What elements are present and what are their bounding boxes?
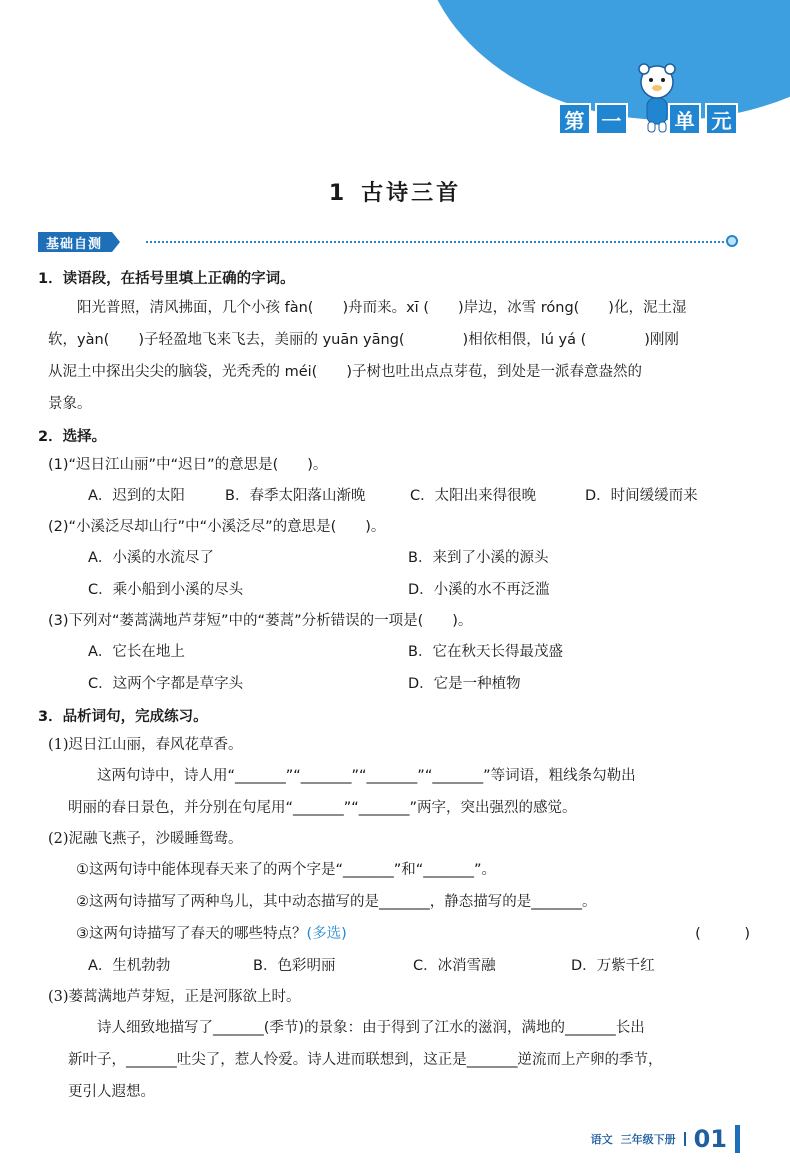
- fill-line: ②这两句诗描写了两种鸟儿，其中动态描写的是_______，静态描写的是_______。: [76, 894, 597, 910]
- question-1-title: 1．读语段，在括号里填上正确的字词。: [38, 271, 295, 287]
- question-2-title: 2．选择。: [38, 429, 107, 445]
- fill-line: [76, 918, 750, 950]
- sub-question: (2)“小溪泛尽却山行”中“小溪泛尽”的意思是( )。: [48, 519, 386, 535]
- option[interactable]: D．它是一种植物: [408, 676, 521, 692]
- options-grid: [88, 542, 750, 606]
- options-grid: [88, 636, 750, 700]
- fill-line: ①这两句诗中能体现春天来了的两个字是“_______”和“_______”。: [76, 862, 497, 878]
- option[interactable]: C．这两个字都是草字头: [88, 676, 244, 692]
- lesson-number: 1: [328, 181, 348, 206]
- option[interactable]: A．生机勃勃: [88, 958, 171, 974]
- question-3-title: 3．品析词句，完成练习。: [38, 709, 208, 725]
- section-end-dot-icon: [726, 235, 738, 247]
- footer-grade: 三年级下册: [620, 1133, 676, 1146]
- option[interactable]: A．它长在地上: [88, 644, 185, 660]
- sub-question: (1)“迟日江山丽”中“迟日”的意思是( )。: [48, 457, 328, 473]
- section-tag: 基础自测: [38, 232, 112, 252]
- unit-char: 第: [558, 103, 591, 135]
- section-header: [38, 232, 738, 252]
- decorative-blue-circle: [420, 0, 790, 120]
- fill-line: 新叶子，_______吐尖了，惹人怜爱。诗人进而联想到，这正是_______逆流而上产卵的季节，: [68, 1052, 663, 1068]
- multi-choice-hint: (多选): [306, 926, 347, 942]
- fill-line: 这两句诗中，诗人用“_______”“_______”“_______”“_______”等词语，粗线条勾勒出: [97, 768, 636, 784]
- sub-question: (3)下列对“蒌蒿满地芦芽短”中的“蒌蒿”分析错误的一项是( )。: [48, 613, 473, 629]
- option[interactable]: B．春季太阳落山渐晚: [225, 488, 366, 504]
- options-row: [88, 950, 750, 982]
- option[interactable]: D．时间缓缓而来: [585, 488, 698, 504]
- option[interactable]: C．太阳出来得很晚: [410, 488, 537, 504]
- lesson-title: [0, 176, 790, 207]
- worksheet-content: [38, 262, 750, 1108]
- question-1-passage: [48, 292, 750, 324]
- footer-subject: 语文: [590, 1133, 613, 1146]
- option[interactable]: D．小溪的水不再泛滥: [408, 582, 550, 598]
- option[interactable]: B．来到了小溪的源头: [408, 550, 549, 566]
- option[interactable]: B．它在秋天长得最茂盛: [408, 644, 563, 660]
- sub-question: (1)迟日江山丽，春风花草香。: [48, 737, 243, 753]
- option[interactable]: C．乘小船到小溪的尽头: [88, 582, 244, 598]
- passage-line: 阳光普照，清风拂面，几个小孩 fàn( )舟而来。xī ( )岸边，冰雪 róng( )化，泥土湿: [77, 300, 687, 316]
- option[interactable]: A．小溪的水流尽了: [88, 550, 214, 566]
- sub-question: (2)泥融飞燕子，沙暖睡鸳鸯。: [48, 831, 243, 847]
- fill-line: 更引人遐想。: [68, 1084, 155, 1100]
- footer-bar: [735, 1125, 740, 1153]
- question-text: ③这两句诗描写了春天的哪些特点？: [76, 926, 307, 942]
- passage-line: 软，yàn( )子轻盈地飞来飞去，美丽的 yuān yāng( )相依相偎，lú yá ( )刚刚: [48, 332, 679, 348]
- unit-spacer: [632, 103, 664, 135]
- unit-char: 一: [595, 103, 628, 135]
- unit-char: 元: [705, 103, 738, 135]
- options-row: [88, 480, 750, 512]
- unit-banner: [558, 103, 738, 135]
- lesson-title-text: 古诗三首: [361, 181, 462, 206]
- option[interactable]: D．万紫千红: [571, 958, 655, 974]
- option[interactable]: A．迟到的太阳: [88, 488, 185, 504]
- option[interactable]: B．色彩明丽: [253, 958, 336, 974]
- page-footer: [591, 1125, 740, 1153]
- fill-line: 诗人细致地描写了_______(季节)的景象：由于得到了江水的滋润，满地的_______长出: [97, 1020, 645, 1036]
- footer-separator: [684, 1132, 686, 1146]
- answer-paren[interactable]: ( ): [695, 926, 750, 942]
- page-number: 01: [693, 1125, 727, 1153]
- sub-question: (3)蒌蒿满地芦芽短，正是河豚欲上时。: [48, 989, 301, 1005]
- passage-line: 景象。: [48, 396, 92, 412]
- section-divider: [146, 241, 724, 243]
- option[interactable]: C．冰消雪融: [413, 958, 496, 974]
- unit-char: 单: [668, 103, 701, 135]
- passage-line: 从泥土中探出尖尖的脑袋，光秃秃的 méi( )子树也吐出点点芽苞，到处是一派春意盎然的: [48, 364, 642, 380]
- fill-line: 明丽的春日景色，并分别在句尾用“_______”“_______”两字，突出强烈的感觉。: [68, 800, 577, 816]
